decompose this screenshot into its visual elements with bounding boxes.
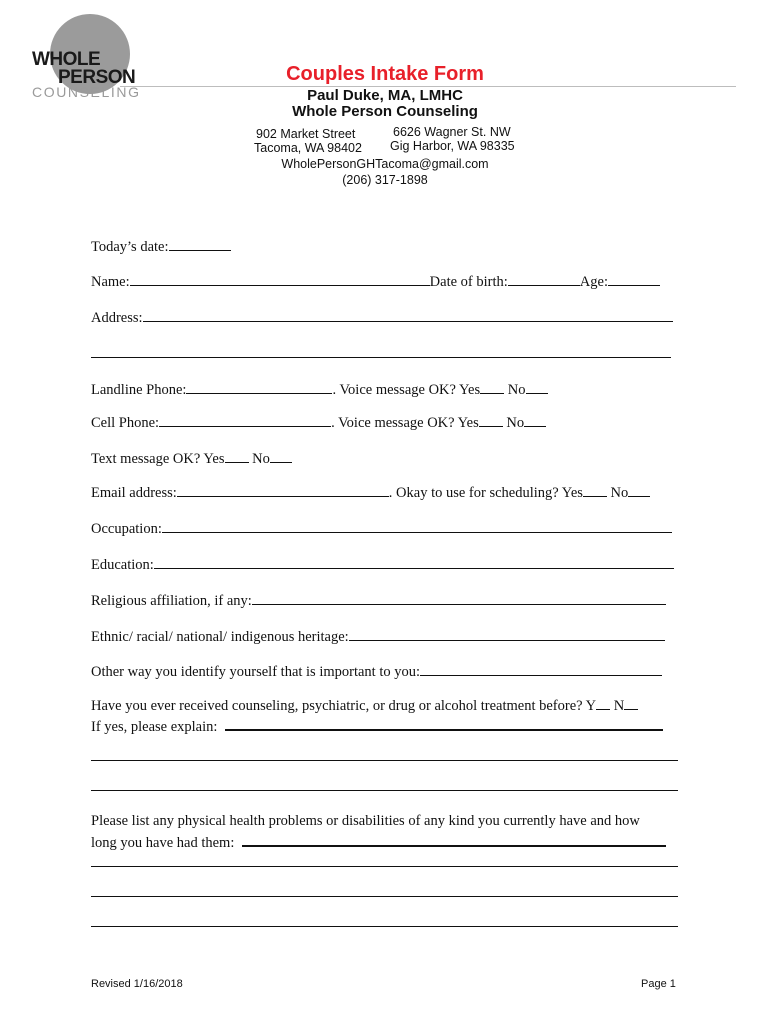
if-yes-label: If yes, please explain: [91,719,218,735]
ethnic-label: Ethnic/ racial/ national/ indigenous heritage: [91,629,349,645]
prior-treatment-y-blank[interactable] [596,696,610,710]
cell-label: Cell Phone: [91,415,160,431]
ethnic-blank[interactable] [349,627,665,641]
dob-label: Date of birth: [429,274,508,290]
text-no-blank[interactable] [270,449,292,463]
other-identity-row [91,662,662,681]
form-title: Couples Intake Form [286,63,484,85]
prior-treatment-n-blank[interactable] [624,696,638,710]
cell-voice-yes-blank[interactable] [479,413,503,427]
religious-blank[interactable] [252,591,666,605]
health-question-row [91,832,666,852]
logo-text-counseling: COUNSELING [32,84,141,100]
landline-label: Landline Phone: [91,382,187,398]
address-row [91,308,673,327]
landline-voice-yes-blank[interactable] [480,380,504,394]
health-question-label: long you have had them: [91,835,235,851]
health-line-2[interactable] [91,866,678,867]
cell-row [91,413,546,432]
prior-treatment-label: Have you ever received counseling, psychiatric, or drug or alcohol treatment before? Y [91,698,597,714]
todays-date-label: Today’s date: [91,239,169,255]
religious-label: Religious affiliation, if any: [91,593,252,609]
education-blank[interactable] [154,555,674,569]
if-yes-row [91,716,663,736]
practice-email: WholePersonGHTacoma@gmail.com [281,157,489,171]
landline-row [91,380,548,399]
ethnic-row [91,627,665,646]
office1-street: 902 Market Street [256,127,356,141]
office2-street: 6626 Wagner St. NW [393,125,511,139]
occupation-blank[interactable] [162,519,672,533]
text-yes-blank[interactable] [225,449,249,463]
clinician-name: Paul Duke, MA, LMHC [307,87,463,104]
religious-row [91,591,666,610]
cell-voice-label: . Voice message OK? Yes [331,415,479,431]
occupation-label: Occupation: [91,521,162,537]
text-message-label: Text message OK? Yes [91,451,225,467]
email-label: Email address: [91,485,177,501]
health-line-4[interactable] [91,926,678,927]
practice-name: Whole Person Counseling [292,103,478,120]
practice-phone: (206) 317-1898 [342,173,428,187]
office1-city: Tacoma, WA 98402 [254,141,362,155]
age-blank[interactable] [608,272,660,286]
landline-voice-no-label: No [507,382,526,398]
cell-voice-no-label: No [506,415,525,431]
prior-treatment-row [91,696,638,715]
address-line-2[interactable] [91,357,671,358]
other-identity-blank[interactable] [420,662,662,676]
todays-date-field[interactable] [91,237,231,256]
prior-treatment-n-label: N [613,698,625,714]
page-number: Page 1 [641,978,676,990]
occupation-row [91,519,672,538]
email-sched-yes-blank[interactable] [583,483,607,497]
landline-voice-no-blank[interactable] [526,380,548,394]
text-no-label: No [252,451,270,467]
landline-blank[interactable] [186,380,332,394]
health-line-3[interactable] [91,896,678,897]
name-label: Name: [91,274,130,290]
email-sched-no-label: No [610,485,629,501]
address-label: Address: [91,310,143,326]
text-message-row [91,449,292,468]
dob-blank[interactable] [508,272,580,286]
age-label: Age: [579,274,608,290]
explain-line-2[interactable] [91,760,678,761]
other-identity-label: Other way you identify yourself that is important to you: [91,664,421,680]
email-blank[interactable] [177,483,389,497]
todays-date-blank[interactable] [169,237,231,251]
education-row [91,555,674,574]
name-blank[interactable] [130,272,430,286]
logo-text-whole: WHOLE [32,49,101,70]
cell-blank[interactable] [159,413,331,427]
name-dob-age-row [91,272,660,291]
logo-text-person: PERSON [58,67,136,88]
address-blank[interactable] [143,308,673,322]
health-question-line1: Please list any physical health problems or disabilities of any kind you currently have and how [91,813,640,829]
if-yes-blank[interactable] [225,716,663,731]
health-blank[interactable] [242,832,666,847]
revised-date: Revised 1/16/2018 [91,978,183,990]
email-row [91,483,650,502]
office2-city: Gig Harbor, WA 98335 [390,139,515,153]
landline-voice-label: . Voice message OK? Yes [332,382,481,398]
cell-voice-no-blank[interactable] [524,413,546,427]
email-scheduling-label: . Okay to use for scheduling? Yes [388,485,583,501]
explain-line-3[interactable] [91,790,678,791]
education-label: Education: [91,557,154,573]
email-sched-no-blank[interactable] [628,483,650,497]
